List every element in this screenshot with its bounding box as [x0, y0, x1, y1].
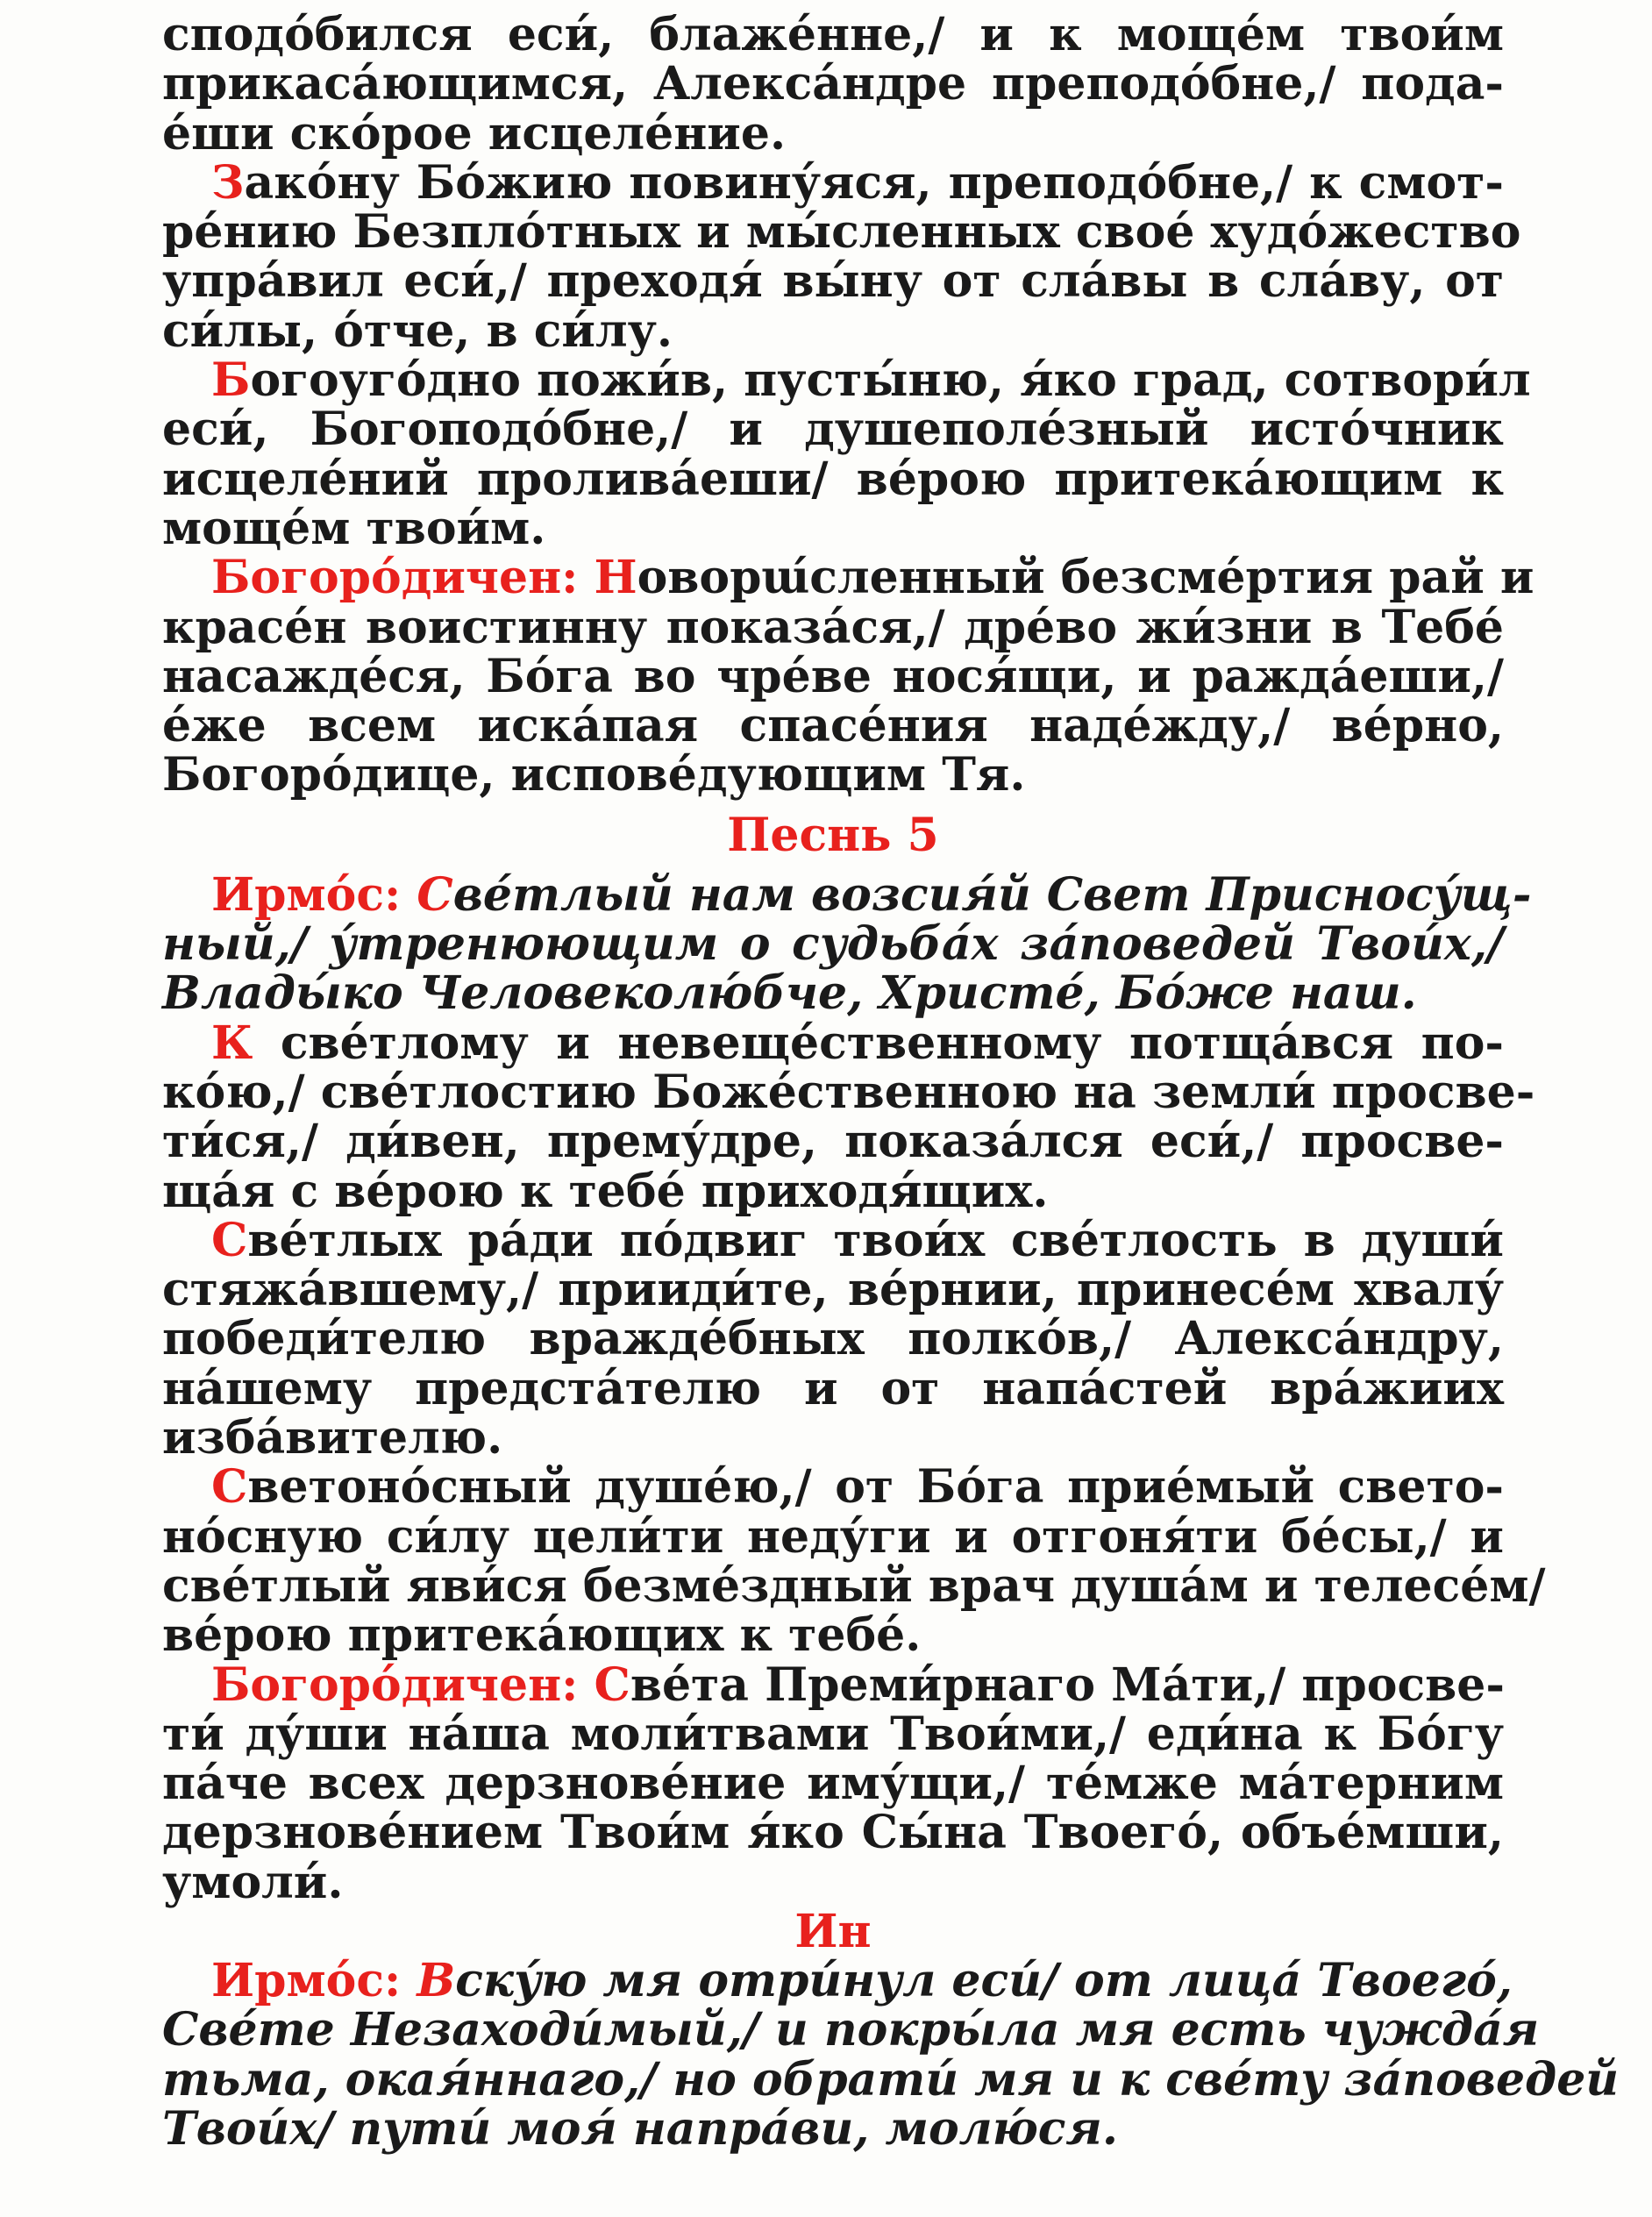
- text-line: [162, 106, 1504, 160]
- text-line: [162, 452, 1504, 506]
- text-line: [162, 1065, 1535, 1119]
- text-line: [162, 1558, 1546, 1613]
- line-text: но́сную си́лу цели́ти неду́ги и отгоня́ти бе́сы,/ и: [162, 1509, 1504, 1564]
- text-line: [162, 155, 1504, 210]
- line-text: Твои́х/ пути́ моя́ напра́ви, молю́ся.: [162, 2101, 1118, 2156]
- red-initial-letter: С: [417, 867, 453, 922]
- line-text: тьма, окая́ннаго,/ но обрати́ мя и к све́ту за́поведей: [162, 2052, 1620, 2107]
- red-initial-letter: С: [594, 1657, 630, 1712]
- red-initial-letter: С: [211, 1213, 248, 1267]
- line-text: победи́телю вражде́бных полко́в,/ Алекса́ндру,: [162, 1312, 1504, 1366]
- line-text: прикаса́ющимся, Алекса́ндре преподо́бне,/ пода-: [162, 57, 1504, 111]
- text-line: [162, 1411, 1504, 1465]
- line-text: красе́н воистинну показа́ся,/ дре́во жи́зни в Тебе́: [162, 600, 1504, 654]
- text-line: [162, 2101, 1504, 2156]
- text-line: [162, 1657, 1505, 1712]
- line-text: све́тлый яви́ся безме́здный врач душа́м и телесе́м/: [162, 1558, 1546, 1613]
- line-text: ща́я с ве́рою к тебе́ приходя́щих.: [162, 1164, 1049, 1218]
- troparion-paragraph: [162, 1213, 1504, 1465]
- text-line: [162, 353, 1531, 408]
- line-text: избáвителю.: [162, 1411, 503, 1465]
- text-line: [162, 403, 1504, 457]
- line-text: Влады́ко Человеколю́бче, Христе́, Бо́же наш.: [162, 966, 1417, 1021]
- line-text: ти́ся,/ ди́вен, прему́дре, показа́лся еси́,/ просве-: [162, 1115, 1504, 1169]
- line-text: ко́ю,/ све́тлостию Боже́ственною на земли́ просве-: [162, 1065, 1535, 1119]
- line-text: ветоно́сный душе́ю,/ от Бо́га прие́мый свето-: [247, 1460, 1504, 1515]
- line-text: еси́, Богоподо́бне,/ и душеполе́зный исто́чник: [162, 403, 1504, 457]
- text-line: [162, 1608, 1504, 1663]
- line-text: ве́тлых ра́ди по́двиг твои́х све́тлость в души́: [247, 1213, 1504, 1267]
- text-line: [162, 966, 1504, 1021]
- red-initial-letter: Н: [594, 551, 637, 605]
- text-line: [162, 1757, 1504, 1811]
- line-text: е́ши ско́рое исцеле́ние.: [162, 106, 787, 160]
- text-line: [162, 2003, 1540, 2057]
- text-line: [162, 699, 1504, 753]
- text-line: [162, 501, 1504, 555]
- page-text: [162, 8, 1620, 2156]
- text-line: [162, 303, 1504, 358]
- line-text: Све́те Незаходи́мый,/ и покры́ла мя есть чужда́я: [162, 2003, 1540, 2057]
- troparion-paragraph: [162, 353, 1531, 555]
- text-line: [162, 1855, 1504, 1909]
- line-text: Богоро́дице, испове́дующим Тя.: [162, 748, 1026, 802]
- text-line: [162, 1953, 1513, 2007]
- line-text: умоли́.: [162, 1855, 344, 1909]
- theotokion-paragraph: [162, 551, 1535, 802]
- text-line: [162, 600, 1504, 654]
- troparion-paragraph: [162, 155, 1521, 358]
- line-text: упра́вил еси́,/ преходя́ вы́ну от сла́вы в сла́ву, от: [162, 254, 1504, 309]
- text-line: [162, 1016, 1504, 1070]
- line-text: на́шему предста́телю и от напа́стей вра́жиих: [162, 1361, 1504, 1415]
- text-line: [162, 1213, 1504, 1267]
- text-line: [162, 2052, 1620, 2107]
- red-initial-letter: С: [211, 1460, 248, 1515]
- in-heading: Ин: [794, 1904, 872, 1958]
- line-text: оворա́сленный безсме́ртия рай и: [637, 551, 1535, 605]
- line-text: ако́ну Бо́жию повину́яся, преподо́бне,/ к смот-: [244, 155, 1504, 210]
- line-text: ти́ ду́ши на́ша моли́твами Твои́ми,/ еди́на к Бо́гу: [162, 1707, 1504, 1761]
- text-line: [162, 1164, 1504, 1218]
- line-text: ве́тлый нам возсия́й Свет Присносу́щ-: [452, 867, 1532, 922]
- line-text: ску́ю мя отри́нул еси́/ от лица́ Твоего́,: [455, 1953, 1513, 2007]
- text-line: [162, 1265, 1504, 1315]
- line-text: ный,/ у́тренюющим о судьба́х за́поведей Твои́х,/: [162, 917, 1504, 972]
- line-text: све́тлому и невеще́ственному потща́вся по-: [253, 1016, 1504, 1070]
- line-text: си́лы, о́тче, в си́лу.: [162, 303, 673, 358]
- text-line: [162, 254, 1504, 309]
- ode-heading: Песнь 5: [727, 808, 939, 862]
- line-text: сподо́бился еси́, блаже́нне,/ и к моще́м твои́м: [162, 8, 1504, 61]
- text-line: [162, 1312, 1504, 1366]
- irmos-paragraph: [162, 867, 1532, 1021]
- line-text: огоуго́дно пожи́в, пусты́ню, я́ко град, сотвори́л: [250, 353, 1531, 408]
- line-text: дерзнове́нием Твои́м я́ко Сы́на Твоего́, объе́мши,: [162, 1806, 1504, 1860]
- red-initial-letter: В: [417, 1953, 456, 2007]
- rubric-label: Ирмо́с:: [211, 1953, 402, 2007]
- text-line: [162, 551, 1535, 605]
- line-text: насажде́ся, Бо́га во чре́ве нося́щи, и ражда́еши,/: [162, 649, 1504, 703]
- irmos-paragraph: [162, 1953, 1620, 2156]
- text-line: [162, 1460, 1504, 1515]
- red-initial-letter: Б: [211, 353, 251, 408]
- line-text: па́че всех дерзнове́ние иму́щи,/ те́мже ма́терним: [162, 1757, 1504, 1811]
- text-line: [162, 1361, 1504, 1415]
- red-initial-letter: К: [211, 1016, 253, 1070]
- text-line: [162, 205, 1521, 260]
- line-text: стяжа́вшему,/ прииди́те, ве́рнии, принесе́м хвалу́: [162, 1263, 1504, 1317]
- text-line: [162, 57, 1504, 111]
- line-text: ве́рою притека́ющих к тебе́.: [162, 1608, 922, 1663]
- rubric-label: Богоро́дичен:: [211, 1657, 579, 1712]
- text-line: [162, 1509, 1504, 1564]
- troparion-paragraph: [162, 1460, 1546, 1663]
- theotokion-paragraph: [162, 1657, 1505, 1909]
- text-line: [162, 917, 1504, 972]
- text-line: [162, 1707, 1504, 1761]
- line-text: исцеле́ний пролива́еши/ ве́рою притека́ющим к: [162, 452, 1504, 506]
- line-text: моще́м твои́м.: [162, 501, 546, 555]
- red-initial-letter: З: [211, 155, 245, 210]
- text-line: [162, 649, 1504, 703]
- line-text: ре́нию Безпло́тных и мы́сленных свое́ худо́жество: [162, 205, 1521, 260]
- line-text: ве́та Преми́рнаго Ма́ти,/ просве-: [630, 1657, 1505, 1712]
- text-line: [162, 867, 1532, 922]
- rubric-label: Ирмо́с:: [211, 867, 402, 922]
- text-line: [162, 1115, 1504, 1169]
- line-text: е́же всем иска́пая спасе́ния наде́жду,/ ве́рно,: [162, 699, 1504, 753]
- continuation-paragraph: [162, 8, 1504, 160]
- text-line: [162, 1806, 1504, 1860]
- rubric-label: Богоро́дичен:: [211, 551, 579, 605]
- text-line: [162, 8, 1504, 61]
- text-line: [162, 748, 1504, 802]
- troparion-paragraph: [162, 1016, 1535, 1218]
